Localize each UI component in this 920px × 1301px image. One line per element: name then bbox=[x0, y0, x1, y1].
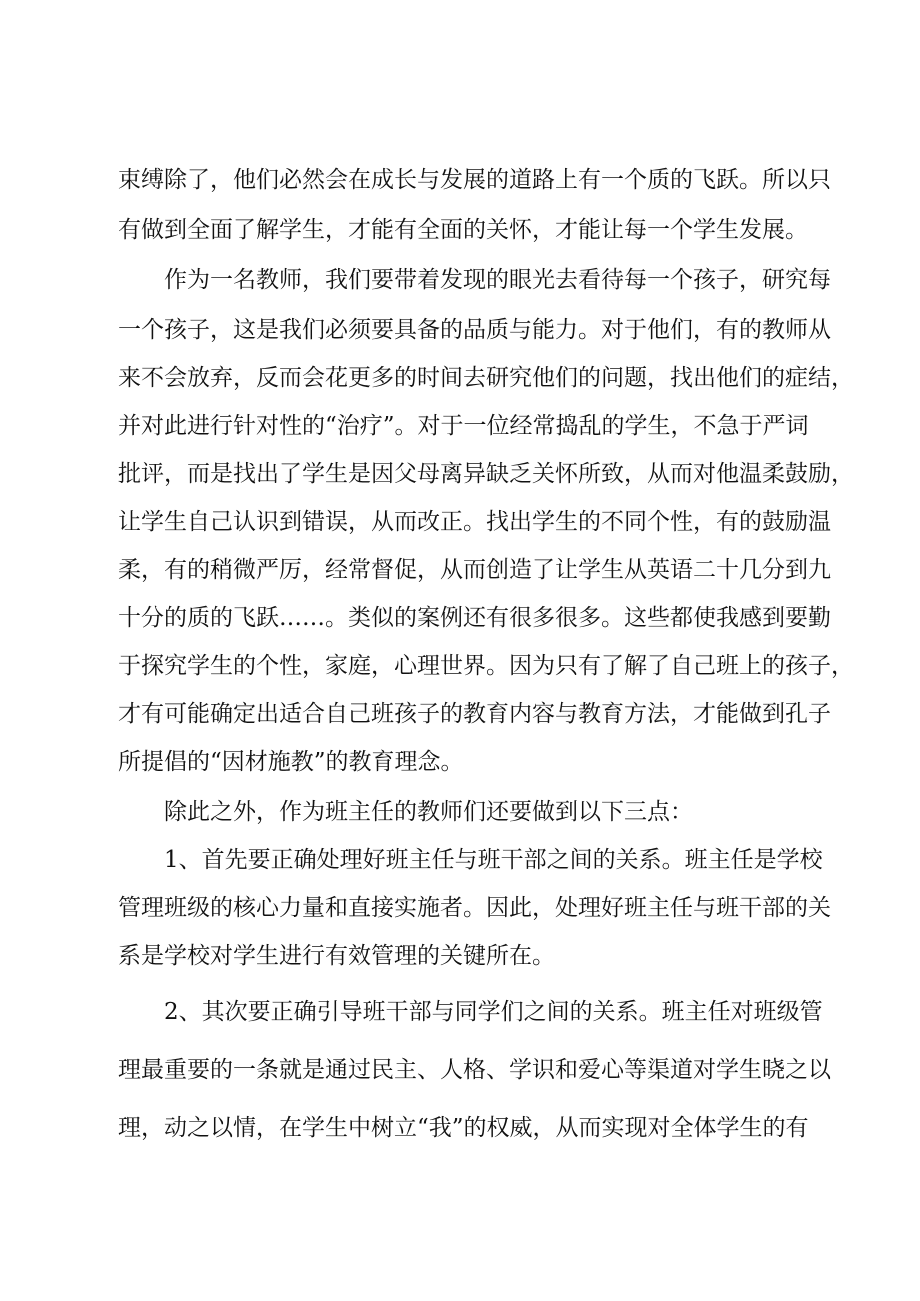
paragraph-1-line-1: 束缚除了，他们必然会在成长与发展的道路上有一个质的飞跃。所以只 bbox=[118, 167, 831, 193]
paragraph-4-line-3: 系是学校对学生进行有效管理的关键所在。 bbox=[118, 943, 555, 969]
paragraph-5-line-3: 理，动之以情，在学生中树立“我”的权威，从而实现对全体学生的有 bbox=[118, 1115, 809, 1141]
paragraph-4-line-2: 管理班级的核心力量和直接实施者。因此，处理好班主任与班干部的关 bbox=[118, 895, 831, 921]
paragraph-2-line-11: 所提倡的“因材施教”的教育理念。 bbox=[118, 749, 464, 775]
paragraph-2-line-9: 于探究学生的个性，家庭，心理世界。因为只有了解了自己班上的孩子， bbox=[118, 653, 854, 679]
paragraph-2-line-3: 来不会放弃，反而会花更多的时间去研究他们的问题，找出他们的症结， bbox=[118, 365, 854, 391]
paragraph-2-line-5: 批评，而是找出了学生是因父母离异缺乏关怀所致，从而对他温柔鼓励， bbox=[118, 461, 854, 487]
paragraph-2-line-1: 作为一名教师，我们要带着发现的眼光去看待每一个孩子，研究每 bbox=[164, 267, 831, 293]
paragraph-2-line-2: 一个孩子，这是我们必须要具备的品质与能力。对于他们，有的教师从 bbox=[118, 317, 831, 343]
paragraph-2-line-4: 并对此进行针对性的“治疗”。对于一位经常捣乱的学生，不急于严词 bbox=[118, 413, 809, 439]
paragraph-1-line-2: 有做到全面了解学生，才能有全面的关怀，才能让每一个学生发展。 bbox=[118, 217, 808, 243]
paragraph-4-line-1: 1、首先要正确处理好班主任与班干部之间的关系。班主任是学校 bbox=[164, 847, 823, 873]
paragraph-2-line-10: 才有可能确定出适合自己班孩子的教育内容与教育方法，才能做到孔子 bbox=[118, 701, 831, 727]
paragraph-2-line-6: 让学生自己认识到错误，从而改正。找出学生的不同个性，有的鼓励温 bbox=[118, 509, 831, 535]
paragraph-5-line-2: 理最重要的一条就是通过民主、人格、学识和爱心等渠道对学生晓之以 bbox=[118, 1057, 831, 1083]
paragraph-2-line-8: 十分的质的飞跃……。类似的案例还有很多很多。这些都使我感到要勤 bbox=[118, 605, 831, 631]
paragraph-3-line-1: 除此之外，作为班主任的教师们还要做到以下三点： bbox=[164, 799, 693, 825]
paragraph-2-line-7: 柔，有的稍微严厉，经常督促，从而创造了让学生从英语二十几分到九 bbox=[118, 557, 831, 583]
paragraph-5-line-1: 2、其次要正确引导班干部与同学们之间的关系。班主任对班级管 bbox=[164, 999, 823, 1025]
